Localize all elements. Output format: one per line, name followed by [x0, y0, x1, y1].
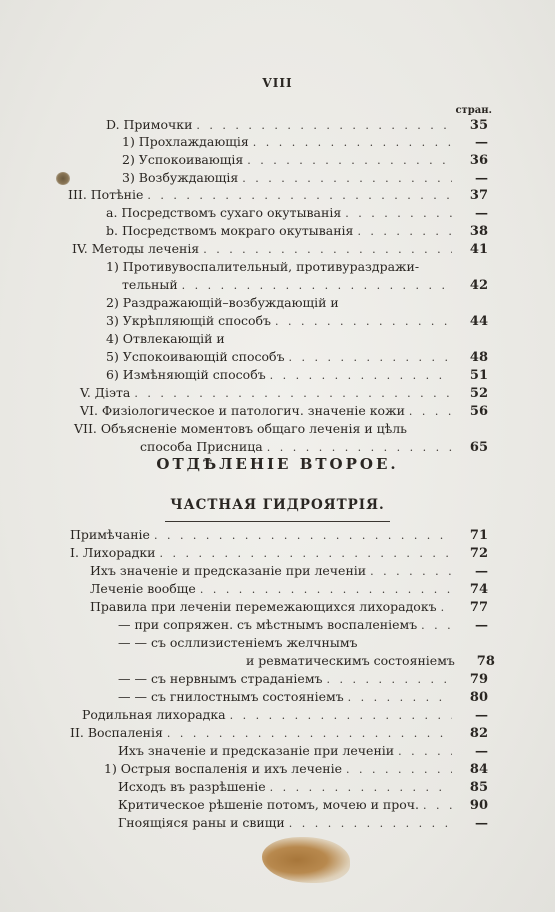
dot-leader — [134, 385, 452, 403]
dot-leader — [421, 617, 452, 635]
toc-entry-title: VI. Физіологическое и патологич. значеніе кожи — [80, 403, 405, 418]
toc-entry — [140, 438, 488, 456]
dot-leader — [289, 815, 452, 833]
toc-entry-title: Исходъ въ разрѣшеніе — [118, 779, 266, 794]
toc-entry-page: 36 — [469, 153, 488, 168]
toc-entry-page: 35 — [469, 118, 488, 133]
dot-leader — [275, 313, 452, 331]
toc-entry — [118, 742, 488, 760]
toc-entry — [80, 384, 488, 402]
toc-entry-page: 37 — [469, 188, 488, 203]
toc-entry-page: — — [475, 564, 488, 579]
toc-entry-page: 79 — [469, 672, 488, 687]
toc-entry — [122, 151, 488, 169]
toc-entry — [106, 294, 488, 312]
dot-leader — [167, 725, 452, 743]
toc-entry-title: I. Лихорадки — [70, 545, 156, 560]
toc-entry — [118, 670, 488, 688]
toc-entry-page: 52 — [469, 386, 488, 401]
toc-entry — [118, 616, 488, 634]
toc-entry-title: Гноящіяся раны и свищи — [118, 815, 285, 830]
toc-entry-title: 4) Отвлекающій и — [106, 331, 225, 346]
toc-entry-page: 78 — [476, 654, 495, 669]
ink-spot — [56, 172, 70, 185]
toc-entry — [118, 796, 488, 814]
toc-entry-page: 84 — [469, 762, 488, 777]
toc-entry-title: D. Примочки — [106, 117, 193, 132]
toc-entry — [90, 562, 488, 580]
toc-entry — [70, 544, 488, 562]
toc-entry-title: b. Посредствомъ мокраго окутыванія — [106, 223, 354, 238]
toc-entry-page: 51 — [469, 368, 488, 383]
dot-leader — [346, 761, 452, 779]
toc-entry-page: — — [475, 171, 488, 186]
toc-entry — [106, 330, 488, 348]
dot-leader — [247, 152, 452, 170]
toc-entry — [70, 724, 488, 742]
section-subheading: ЧАСТНАЯ ГИДРОЯТРІЯ. — [170, 497, 385, 513]
dot-leader — [345, 205, 452, 223]
dot-leader — [253, 134, 452, 152]
toc-entry — [106, 348, 488, 366]
toc-entry-page: — — [475, 135, 488, 150]
dot-leader — [327, 671, 453, 689]
toc-entry — [122, 133, 488, 151]
toc-entry-title: 3) Возбуждающія — [122, 170, 239, 185]
dot-leader — [441, 599, 452, 617]
toc-entry — [246, 652, 495, 670]
toc-entry-title: Примѣчаніе — [70, 527, 150, 542]
toc-entry — [82, 706, 488, 724]
toc-entry-page: — — [475, 206, 488, 221]
toc-entry-page: 41 — [469, 242, 488, 257]
toc-entry-title: II. Воспаленія — [70, 725, 163, 740]
page-number: VIII — [262, 76, 293, 90]
toc-entry-title: III. Потѣніе — [68, 187, 144, 202]
toc-entry-title: 6) Измѣняющій способъ — [106, 367, 266, 382]
toc-entry-title: Критическое рѣшеніе потомъ, мочею и проч. — [118, 797, 419, 812]
toc-entry-title: — — съ гнилостнымъ состояніемъ — [118, 689, 344, 704]
toc-entry-title: — — съ нервнымъ страданіемъ — [118, 671, 323, 686]
toc-entry-title: 1) Прохлаждающія — [122, 134, 249, 149]
toc-entry-page: 85 — [469, 780, 488, 795]
dot-leader — [182, 277, 452, 295]
toc-entry — [74, 420, 488, 438]
dot-leader — [357, 223, 452, 241]
dot-leader — [160, 545, 452, 563]
toc-entry-page: 90 — [469, 798, 488, 813]
toc-entry-page: 65 — [469, 440, 488, 455]
toc-entry-page: 42 — [469, 278, 488, 293]
dot-leader — [348, 689, 452, 707]
dot-leader — [289, 349, 452, 367]
toc-entry — [106, 258, 488, 276]
toc-entry-title: 2) Успокоивающія — [122, 152, 244, 167]
toc-entry-title: VII. Объясненіе моментовъ общаго леченія и цѣль — [74, 421, 407, 436]
toc-entry — [122, 169, 488, 187]
dot-leader — [370, 563, 452, 581]
toc-entry-page: 71 — [469, 528, 488, 543]
toc-entry-title: 1) Противувоспалительный, противураздражи- — [106, 259, 420, 274]
toc-entry — [68, 186, 488, 204]
toc-entry — [80, 402, 488, 420]
toc-entry — [118, 814, 488, 832]
toc-entry-title: V. Діэта — [80, 385, 131, 400]
dot-leader — [423, 797, 452, 815]
toc-entry — [106, 116, 488, 134]
toc-entry-title: — — съ осллизистеніемъ желчнымъ — [118, 635, 358, 650]
toc-entry — [104, 760, 488, 778]
toc-entry-page: 38 — [469, 224, 488, 239]
toc-entry-title: Ихъ значеніе и предсказаніе при леченіи — [118, 743, 395, 758]
toc-entry-title: тельный — [122, 277, 178, 292]
dot-leader — [200, 581, 452, 599]
toc-entry — [118, 778, 488, 796]
dot-leader — [409, 403, 452, 421]
toc-entry — [106, 222, 488, 240]
toc-entry-title: IV. Методы леченія — [72, 241, 200, 256]
toc-entry — [90, 580, 488, 598]
toc-entry — [70, 526, 488, 544]
toc-entry-page: — — [475, 744, 488, 759]
dot-leader — [203, 241, 452, 259]
toc-entry-page: — — [475, 816, 488, 831]
toc-entry-title: 2) Раздражающій–возбуждающій и — [106, 295, 339, 310]
toc-entry-page: — — [475, 618, 488, 633]
toc-entry — [72, 240, 488, 258]
toc-entry-title: 3) Укрѣпляющій способъ — [106, 313, 272, 328]
toc-entry-title: Леченіе вообще — [90, 581, 196, 596]
toc-entry-page: — — [475, 708, 488, 723]
toc-entry-title: Родильная лихорадка — [82, 707, 226, 722]
toc-entry-page: 77 — [469, 600, 488, 615]
toc-entry — [106, 312, 488, 330]
toc-entry-title: способа Присница — [140, 439, 263, 454]
heading-rule — [165, 521, 390, 522]
toc-entry-page: 72 — [469, 546, 488, 561]
toc-entry — [90, 598, 488, 616]
toc-entry — [106, 366, 488, 384]
toc-entry — [118, 634, 488, 652]
toc-entry — [118, 688, 488, 706]
toc-entry — [122, 276, 488, 294]
section-heading: ОТДѢЛЕНІЕ ВТОРОЕ. — [156, 455, 399, 473]
toc-entry-title: 5) Успокоивающій способъ — [106, 349, 285, 364]
toc-entry-page: 82 — [469, 726, 488, 741]
dot-leader — [270, 779, 452, 797]
toc-entry-page: 80 — [469, 690, 488, 705]
toc-entry-title: Ихъ значеніе и предсказаніе при леченіи — [90, 563, 367, 578]
toc-entry-page: 44 — [469, 314, 488, 329]
toc-entry-title: — при сопряжен. съ мѣстнымъ воспаленіемъ — [118, 617, 418, 632]
dot-leader — [398, 743, 452, 761]
toc-entry-page: 48 — [469, 350, 488, 365]
dot-leader — [230, 707, 452, 725]
toc-entry-title: 1) Острыя воспаленія и ихъ леченіе — [104, 761, 342, 776]
pages-column-label: стран. — [455, 105, 492, 116]
toc-entry — [106, 204, 488, 222]
toc-entry-title: Правила при леченіи перемежающихся лихорадокъ — [90, 599, 437, 614]
dot-leader — [154, 527, 452, 545]
toc-entry-title: и ревматическимъ состояніемъ — [246, 653, 455, 668]
dot-leader — [270, 367, 452, 385]
paper-stain — [262, 837, 350, 883]
toc-entry-page: 56 — [469, 404, 488, 419]
dot-leader — [147, 187, 452, 205]
toc-entry-page: 74 — [469, 582, 488, 597]
toc-entry-title: a. Посредствомъ сухаго окутыванія — [106, 205, 342, 220]
